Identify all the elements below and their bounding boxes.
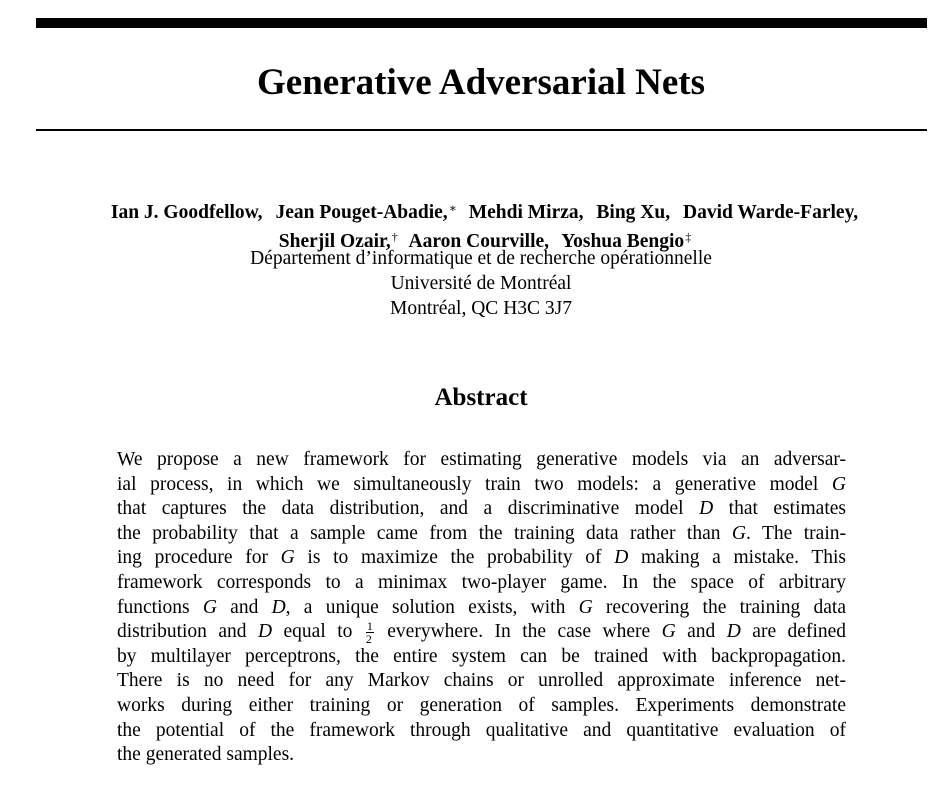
math-symbol: G [661, 621, 676, 643]
author-line-1 [30, 196, 940, 225]
author-name: Mehdi Mirza, [468, 202, 584, 223]
math-symbol: D [257, 621, 273, 643]
abstract-line: works during either training or generation of samples. Experiments demonstrate [117, 694, 846, 716]
abstract-line: the generated samples. [117, 744, 295, 766]
abstract-line: We propose a new framework for estimating generative models via an adversar- [117, 449, 846, 470]
author-name: Yoshua Bengio [561, 231, 685, 252]
math-symbol: G [280, 547, 295, 569]
abstract-heading: Abstract [434, 384, 528, 411]
author-name: Sherjil Ozair, [278, 231, 391, 252]
author-name: Aaron Courville, [408, 231, 550, 252]
title-rule [36, 129, 927, 131]
author-name: David Warde-Farley, [682, 202, 859, 223]
affiliation-university: Université de Montréal [390, 273, 572, 294]
abstract-line: distribution and D equal to $\frac{1}{2}$ everywhere. In the case where G and D are defined [117, 619, 847, 647]
fraction-one-half: $\frac{1}{2}$ [365, 619, 373, 647]
math-symbol: G [578, 596, 593, 618]
author-name: Ian J. Goodfellow, [110, 202, 263, 223]
math-symbol: D [614, 547, 629, 569]
math-symbol: D [271, 596, 286, 618]
math-symbol: G [202, 596, 217, 618]
author-footnote-mark: ‡ [685, 230, 692, 244]
author-name: Bing Xu, [596, 202, 671, 223]
abstract-line: the probability that a sample came from the training data rather than G. The train- [117, 522, 846, 544]
affiliation [0, 246, 950, 321]
abstract-body [117, 448, 846, 768]
abstract-line: ial process, in which we simultaneously train two models: a generative model G [117, 473, 846, 495]
top-rule [36, 18, 927, 28]
abstract-line: ing procedure for G is to maximize the probability of D making a mistake. This [117, 547, 846, 569]
math-symbol: G [731, 522, 747, 544]
author-footnote-mark: ∗ [448, 201, 457, 215]
author-footnote-mark: † [391, 230, 398, 244]
affiliation-department: Département d’informatique et de recherche opérationnelle [250, 248, 712, 269]
abstract-line: framework corresponds to a minimax two-player game. In the space of arbitrary [117, 571, 846, 593]
abstract-line: by multilayer perceptrons, the entire system can be trained with backpropagation. [117, 645, 846, 667]
abstract-line: There is no need for any Markov chains or unrolled approximate inference net- [117, 670, 846, 692]
author-name: Jean Pouget-Abadie, [275, 202, 448, 223]
abstract-line: functions G and D, a unique solution exists, with G recovering the training data [117, 596, 846, 618]
paper-title: Generative Adversarial Nets [257, 62, 705, 103]
abstract-line: the potential of the framework through qualitative and quantitative evaluation of [117, 719, 846, 741]
abstract-line: that captures the data distribution, and a discriminative model D that estimates [117, 498, 846, 520]
math-symbol: G [831, 473, 846, 495]
affiliation-address: Montréal, QC H3C 3J7 [390, 298, 572, 319]
math-symbol: D [726, 621, 741, 643]
math-symbol: D [699, 498, 714, 520]
